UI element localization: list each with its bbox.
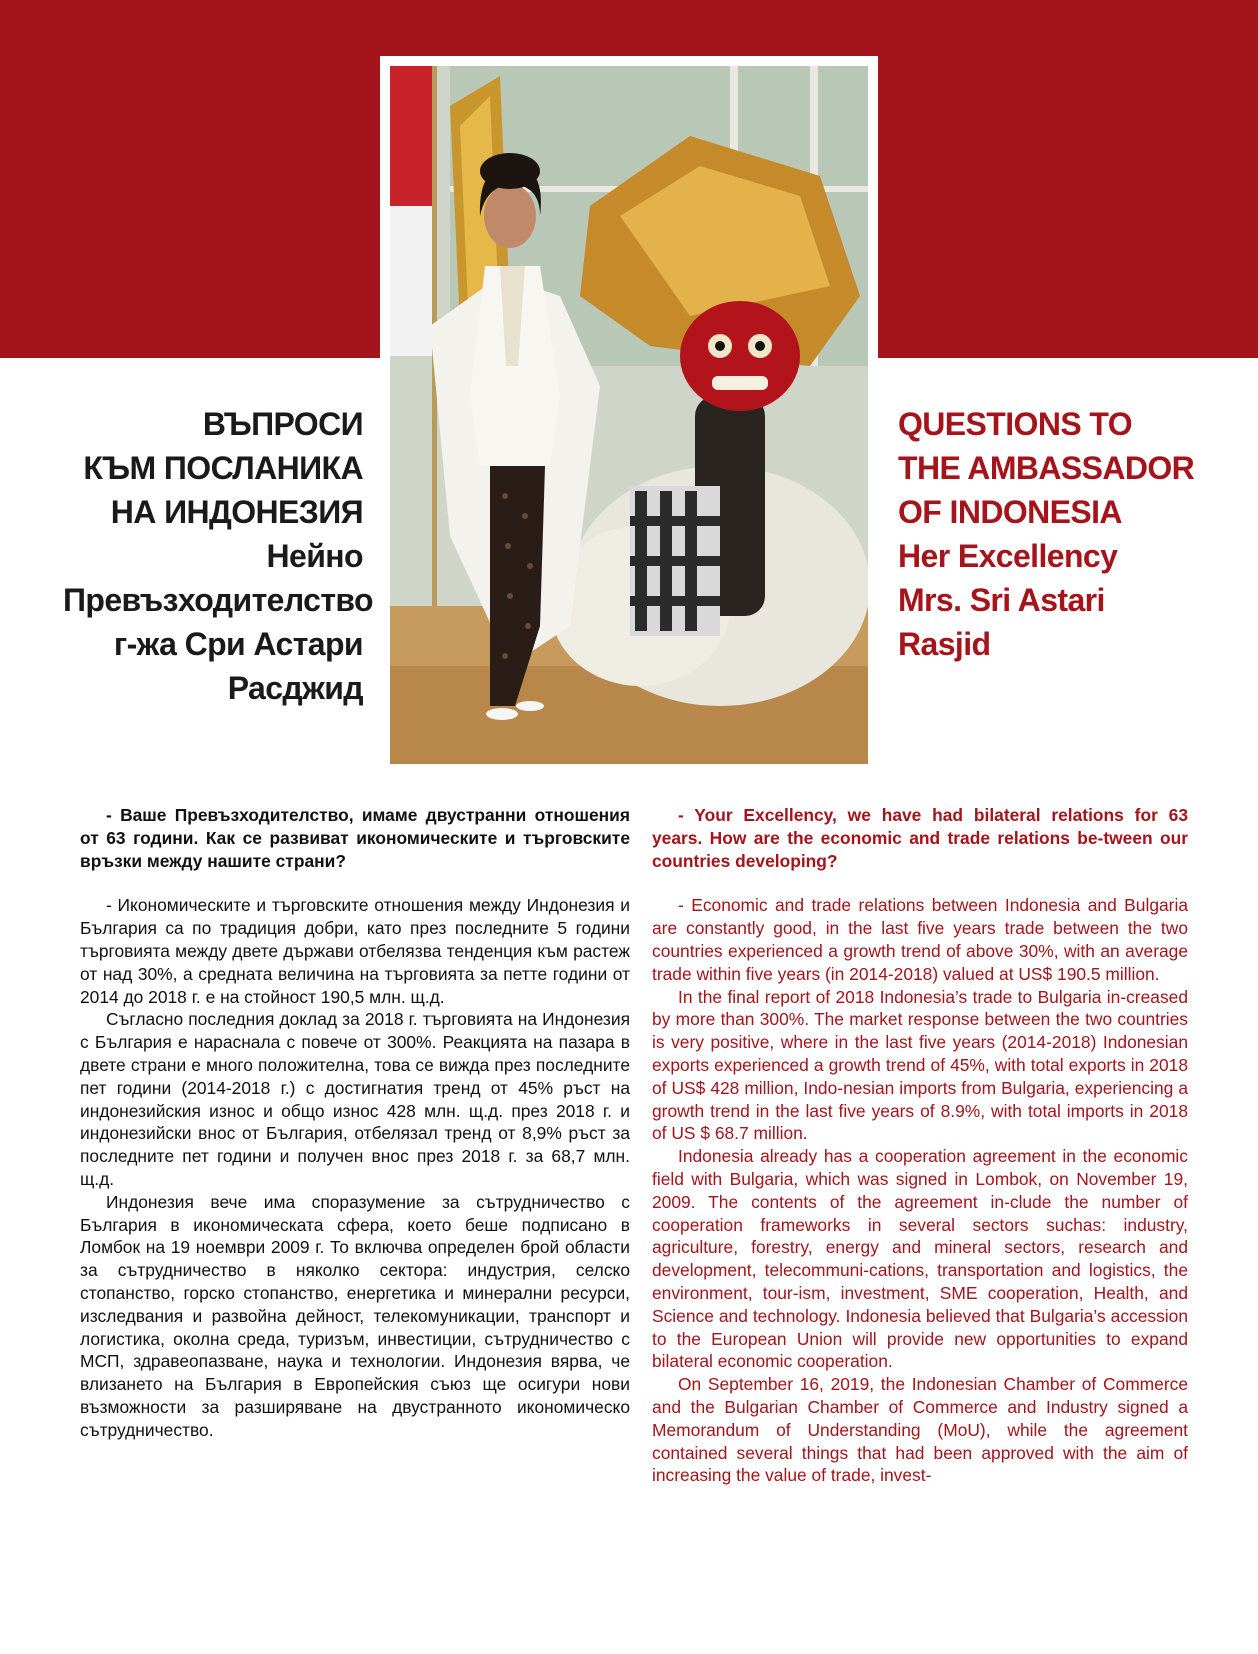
- answer-paragraph: On September 16, 2019, the Indonesian Chamber of Commerce and the Bulgarian Chamber of Commerce and Industry signed a Memorandum of Understanding (MoU), while the agreement contained several things that had been approved with the aim of increasing the value of trade, invest-: [652, 1374, 1188, 1486]
- title-en-line: Rasjid: [898, 626, 991, 662]
- interview-question: - Your Excellency, we have had bilateral relations for 63 years. How are the economic and trade relations be-tween our countries developing?: [652, 805, 1188, 871]
- ambassador-photo: [390, 66, 868, 764]
- title-bg-line: Расджид: [227, 670, 363, 706]
- title-en-line: OF INDONESIA: [898, 494, 1122, 530]
- column-english: [652, 804, 1188, 1487]
- title-bg-line: КЪМ ПОСЛАНИКА: [83, 450, 363, 486]
- answer-paragraph: In the final report of 2018 Indonesia’s trade to Bulgaria in-creased by more than 300%. The market response between the two countries is very positive, where in the last five years (2014-2018) Indonesian exports experienced a growth trend of 45%, with total exports in 2018 of US$ 428 million, Indo-nesian imports from Bulgaria, experiencing a growth trend in the last five years of 8.9%, with total imports in 2018 of US $ 68.7 million.: [652, 986, 1188, 1144]
- title-bg-line: Нейно: [266, 538, 363, 574]
- title-bg-line: НА ИНДОНЕЗИЯ: [110, 494, 363, 530]
- photo-frame: [380, 56, 878, 774]
- answer-paragraph: - Икономическите и търговските отношения между Индонезия и България са по традиция добри, като през последните 5 години търговията между двете държави отбелязва тенденция към растеж от над 30%, а средната величина на търговията за петте години от 2014 до 2018 г. е на стойност 190,5 млн. щ.д.: [80, 895, 630, 1007]
- title-bg-line: г-жа Сри Астари: [113, 626, 363, 662]
- interview-question: - Ваше Превъзходителство, имаме двустранни отношения от 63 години. Как се развиват икономическите и търговските връзки между нашите страни?: [80, 805, 630, 871]
- title-english: [898, 402, 1228, 666]
- answer-paragraph: Индонезия вече има споразумение за сътрудничество с България в икономическата сфера, което беше подписано в Ломбок на 19 ноември 2009 г. То включва определен брой области за сътрудничество в няколко сектора: индустрия, селско стопанство, горско стопанство, енергетика и минерални ресурси, изследвания и развойна дейност, телекомуникации, транспорт и логистика, околна среда, туризъм, инвестиции, сътрудничество с МСП, здравеопазване, наука и технологии. Индонезия вярва, че влизането на България в Европейския съюз ще осигури нови възможности за разширяване на двустранното икономическо сътрудничество.: [80, 1191, 630, 1440]
- title-bulgarian: [63, 402, 374, 710]
- title-en-line: Mrs. Sri Astari: [898, 582, 1105, 618]
- column-bulgarian: [80, 804, 630, 1442]
- answer-paragraph: - Economic and trade relations between Indonesia and Bulgaria are constantly good, in the last five years trade between the two countries experienced a growth trend of above 30%, with an average trade within five years (in 2014-2018) valued at US$ 190.5 million.: [652, 895, 1188, 984]
- title-en-line: QUESTIONS TO: [898, 406, 1133, 442]
- title-bg-line: Превъзходителство: [63, 582, 374, 618]
- answer-paragraph: Съгласно последния доклад за 2018 г. търговията на Индонезия с България е нараснала с повече от 300%. Реакцията на пазара в двете страни е много положителна, това се вижда през последните пет години (2014-2018 г.) с достигнатия тренд от 45% ръст на индонезийския износ и общо износ 428 млн. щ.д. през 2018 г. и индонезийски внос от България, отбелязал тренд от 8,9% ръст за последните пет години и получен внос през 2018 г. за 68,7 млн. щ.д.: [80, 1009, 630, 1189]
- title-en-line: THE AMBASSADOR: [898, 450, 1195, 486]
- title-bg-line: ВЪПРОСИ: [202, 406, 363, 442]
- answer-paragraph: Indonesia already has a cooperation agreement in the economic field with Bulgaria, which was signed in Lombok, on November 19, 2009. The contents of the agreement in-clude the number of cooperation frameworks in several sectors suchas: industry, agriculture, forestry, energy and mineral sectors, research and development, telecommuni-cations, transportation and logistics, the environment, tour-ism, investment, SME cooperation, Health, and Science and technology. Indonesia believed that Bulgaria’s accession to the European Union will provide new opportunities to expand bilateral economic cooperation.: [652, 1146, 1188, 1372]
- title-en-line: Her Excellency: [898, 538, 1118, 574]
